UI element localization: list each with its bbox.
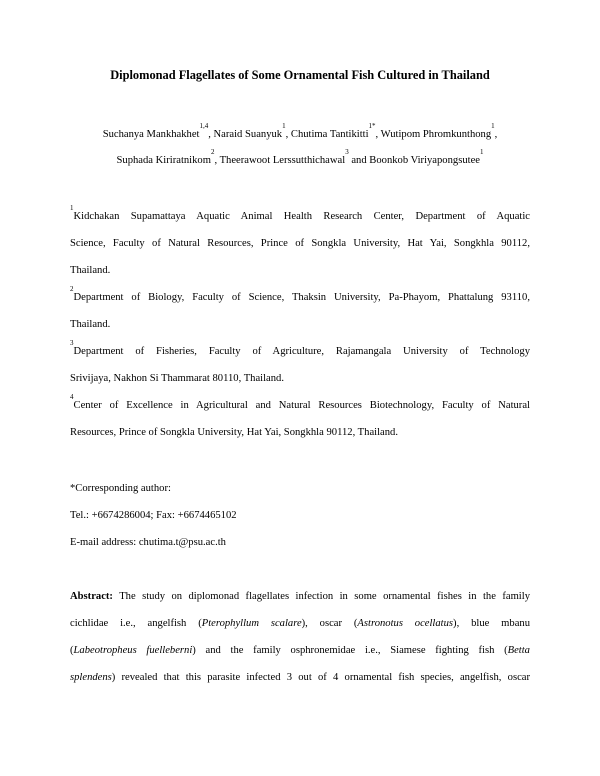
affiliation-1-line-1: [70, 204, 530, 223]
affiliation-3-line-2: Srivijaya, Nakhon Si Thammarat 80110, Thailand.: [70, 373, 284, 384]
species-name: splendens: [70, 672, 112, 683]
abstract-line-3: [70, 644, 530, 657]
abstract-text: (: [70, 645, 74, 656]
separator: and: [348, 155, 370, 166]
corresponding-author-label: *Corresponding author:: [70, 483, 171, 494]
abstract-heading: Abstract:: [70, 591, 113, 602]
abstract-text: ) and the family osphronemidae i.e., Siamese fighting fish (: [192, 645, 508, 656]
author-name: Chutima Tantikitti: [290, 129, 369, 140]
affiliation-text: Center of Excellence in Agricultural and Natural Resources Biotechnology, Faculty of Natural: [73, 400, 530, 411]
affiliation-1-line-3: Thailand.: [70, 265, 111, 276]
species-name: Labeotropheus fuelleberni: [73, 645, 193, 656]
affiliation-number: 3: [70, 339, 74, 347]
abstract-line-2: [70, 617, 530, 630]
author-affiliation-mark: 2: [210, 148, 215, 156]
corresponding-tel-fax: Tel.: +6674286004; Fax: +6674465102: [70, 510, 237, 521]
abstract-text: The study on diplomonad flagellates infection in some ornamental fishes in the family: [112, 591, 530, 602]
affiliation-2-line-2: Thailand.: [70, 319, 111, 330]
abstract-line-1: [70, 590, 530, 603]
affiliation-2-line-1: [70, 285, 530, 304]
author-name: Wutipom Phromkunthong: [380, 129, 492, 140]
affiliation-text: Department of Biology, Faculty of Science, Thaksin University, Pa-Phayom, Phattalung 93110,: [73, 292, 530, 303]
author-name: Suchanya Mankhakhet: [102, 129, 200, 140]
author-affiliation-mark: 1: [479, 148, 484, 156]
separator: ,: [214, 155, 220, 166]
abstract-text: cichlidae i.e., angelfish (: [70, 618, 202, 629]
author-name: Naraid Suanyuk: [213, 129, 283, 140]
species-name: Pterophyllum scalare: [201, 618, 302, 629]
corresponding-email: E-mail address: chutima.t@psu.ac.th: [70, 537, 226, 548]
affiliation-3-line-1: [70, 339, 530, 358]
author-name: Suphada Kiriratnikom: [116, 155, 211, 166]
authors-line-1: [0, 122, 600, 141]
authors-line-2: [0, 148, 600, 167]
abstract-text: ), oscar (: [301, 618, 358, 629]
abstract-text: ), blue mbanu: [453, 618, 530, 629]
affiliation-text: Kidchakan Supamattaya Aquatic Animal Health Research Center, Department of Aquatic: [73, 211, 530, 222]
author-affiliation-mark: 1: [491, 122, 495, 130]
species-name: Betta: [507, 645, 530, 656]
author-affiliation-mark: 1*: [368, 122, 376, 130]
author-affiliation-mark: 3: [345, 148, 349, 156]
abstract-text: ) revealed that this parasite infected 3 out of 4 ornamental fish species, angelfish, oscar: [111, 672, 530, 683]
author-affiliation-mark: 1,4: [199, 122, 209, 130]
affiliation-1-line-2: Science, Faculty of Natural Resources, Prince of Songkla University, Hat Yai, Songkhla 90112,: [70, 238, 530, 249]
affiliation-number: 2: [70, 285, 74, 293]
author-name: Theerawoot Lerssutthichawal: [219, 155, 346, 166]
separator: ,: [494, 129, 498, 140]
species-name: Astronotus ocellatus: [357, 618, 454, 629]
author-name: Boonkob Viriyapongsutee: [369, 155, 480, 166]
paper-title: Diplomonad Flagellates of Some Ornamental Fish Cultured in Thailand: [110, 68, 490, 82]
affiliation-number: 4: [70, 393, 74, 401]
affiliation-number: 1: [70, 204, 74, 212]
affiliation-text: Department of Fisheries, Faculty of Agriculture, Rajamangala University of Technology: [73, 346, 530, 357]
separator: ,: [208, 129, 214, 140]
separator: ,: [375, 129, 381, 140]
affiliation-4-line-1: [70, 393, 530, 412]
abstract-line-4: [70, 671, 530, 684]
separator: ,: [285, 129, 291, 140]
affiliation-4-line-2: Resources, Prince of Songkla University, Hat Yai, Songkhla 90112, Thailand.: [70, 427, 398, 438]
author-affiliation-mark: 1: [282, 122, 286, 130]
